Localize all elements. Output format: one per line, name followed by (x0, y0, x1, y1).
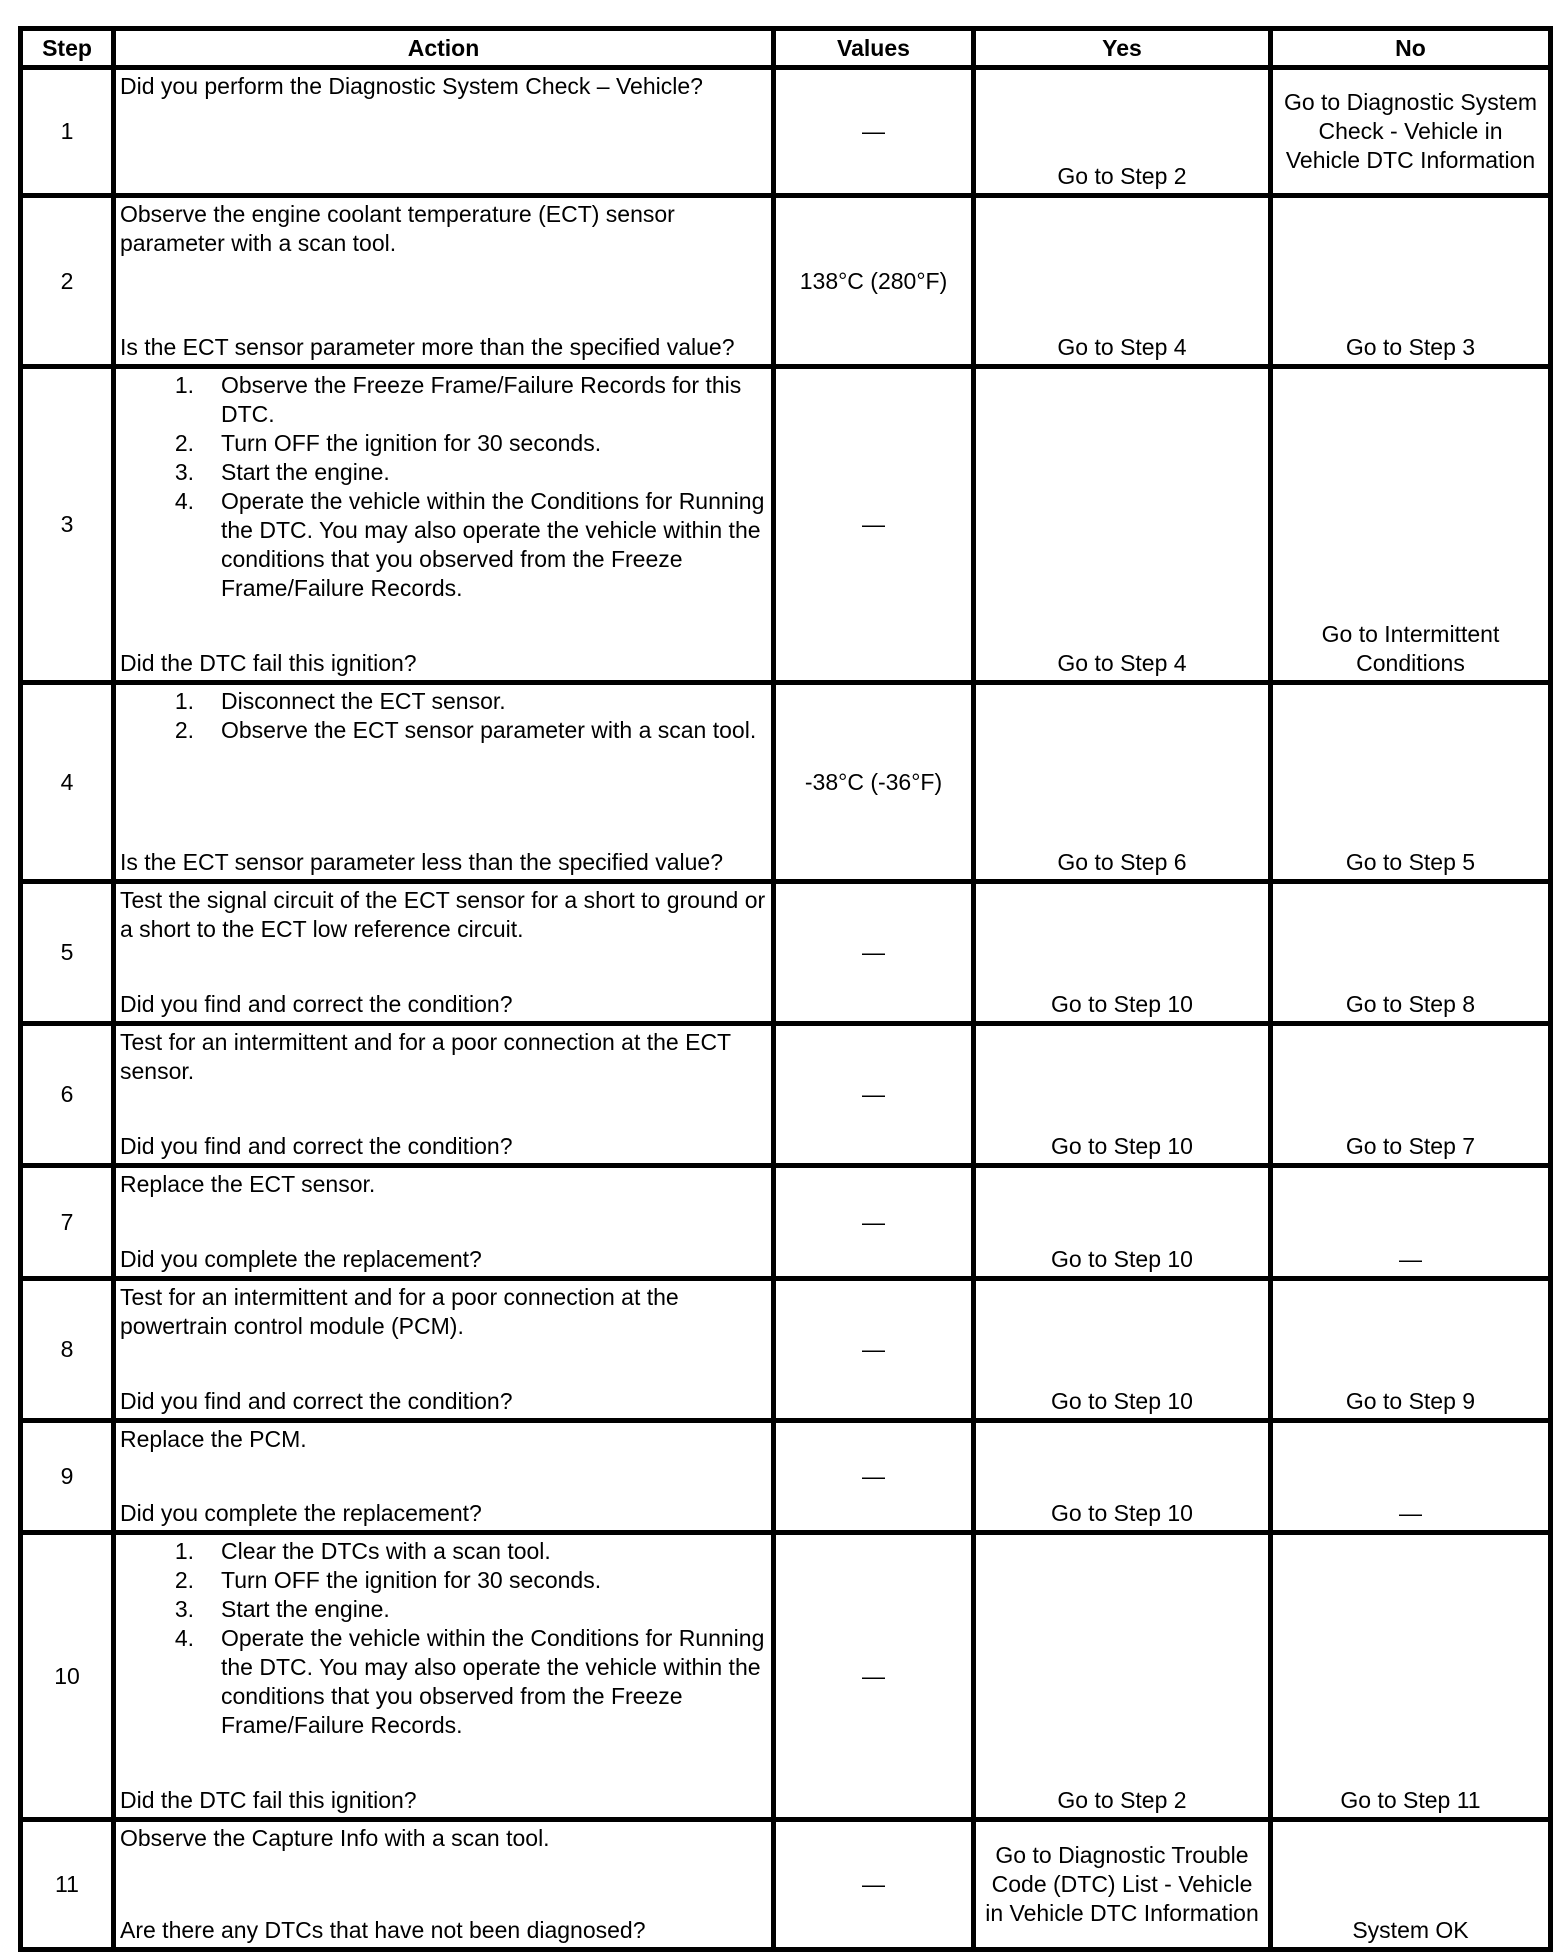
action-question: Did the DTC fail this ignition? (120, 650, 417, 676)
yes-cell: Go to Step 4 (974, 367, 1271, 683)
table-row (21, 1279, 1551, 1421)
action-question: Did you find and correct the condition? (120, 1388, 513, 1414)
table-row (21, 882, 1551, 1024)
no-cell: — (1271, 1166, 1551, 1279)
header-no: No (1271, 29, 1551, 68)
step-number: 1 (21, 68, 114, 196)
table-row (21, 1166, 1551, 1279)
header-yes: Yes (974, 29, 1271, 68)
yes-cell: Go to Step 10 (974, 1166, 1271, 1279)
action-question: Did you complete the replacement? (120, 1500, 482, 1526)
list-item: 3. Start the engine. (174, 1596, 390, 1622)
value-cell: — (774, 1166, 974, 1279)
no-cell: Go to Step 8 (1271, 882, 1551, 1024)
list-item: 1. Disconnect the ECT sensor. (174, 688, 506, 714)
list-item: 1. Observe the Freeze Frame/Failure Records for this DTC. (174, 372, 742, 427)
step-number: 6 (21, 1024, 114, 1166)
value-cell: — (774, 882, 974, 1024)
step-number: 3 (21, 367, 114, 683)
list-item: 3. Start the engine. (174, 459, 390, 485)
value-cell: — (774, 68, 974, 196)
action-cell (114, 882, 774, 1024)
no-cell: Go to Step 9 (1271, 1279, 1551, 1421)
action-cell (114, 1024, 774, 1166)
step-number: 7 (21, 1166, 114, 1279)
list-item: 2. Observe the ECT sensor parameter with a scan tool. (174, 717, 757, 743)
yes-cell: Go to Step 10 (974, 882, 1271, 1024)
header-action: Action (114, 29, 774, 68)
action-cell (114, 1421, 774, 1533)
table-row (21, 68, 1551, 196)
yes-cell: Go to Step 2 (974, 68, 1271, 196)
no-cell: — (1271, 1421, 1551, 1533)
no-cell: System OK (1271, 1820, 1551, 1950)
no-cell: Go to Intermittent Conditions (1271, 367, 1551, 683)
action-question: Did the DTC fail this ignition? (120, 1787, 417, 1813)
value-cell: 138°C (280°F) (774, 196, 974, 367)
yes-cell: Go to Diagnostic Trouble Code (DTC) List - Vehicle in Vehicle DTC Information (974, 1820, 1271, 1950)
action-cell (114, 196, 774, 367)
yes-cell: Go to Step 2 (974, 1533, 1271, 1820)
action-steps-list (120, 687, 767, 745)
step-number: 11 (21, 1820, 114, 1950)
action-question: Did you find and correct the condition? (120, 1133, 513, 1159)
action-text: Replace the ECT sensor. (120, 1171, 376, 1197)
action-cell (114, 683, 774, 882)
no-cell: Go to Step 11 (1271, 1533, 1551, 1820)
value-cell: -38°C (-36°F) (774, 683, 974, 882)
no-cell: Go to Diagnostic System Check - Vehicle in Vehicle DTC Information (1271, 68, 1551, 196)
action-steps-list (120, 371, 767, 603)
action-cell (114, 1279, 774, 1421)
action-cell (114, 1166, 774, 1279)
value-cell: — (774, 1024, 974, 1166)
table-row (21, 1820, 1551, 1950)
list-item: 2. Turn OFF the ignition for 30 seconds. (174, 1567, 602, 1593)
action-question: Are there any DTCs that have not been diagnosed? (120, 1917, 646, 1943)
action-cell (114, 367, 774, 683)
action-question: Did you find and correct the condition? (120, 991, 513, 1017)
action-cell (114, 1820, 774, 1950)
table-row (21, 1533, 1551, 1820)
action-steps-list (120, 1537, 767, 1740)
list-item: 4. Operate the vehicle within the Conditions for Running the DTC. You may also operate the vehicle within the conditions that you observed from the Freeze Frame/Failure Records. (174, 488, 765, 601)
action-text: Replace the PCM. (120, 1426, 307, 1452)
table-row (21, 196, 1551, 367)
value-cell: — (774, 367, 974, 683)
action-cell (114, 68, 774, 196)
yes-cell: Go to Step 10 (974, 1421, 1271, 1533)
step-number: 9 (21, 1421, 114, 1533)
yes-cell: Go to Step 10 (974, 1024, 1271, 1166)
header-row (21, 29, 1551, 68)
action-text: Test the signal circuit of the ECT sensor for a short to ground or a short to the ECT low reference circuit. (120, 887, 766, 942)
step-number: 8 (21, 1279, 114, 1421)
action-question: Is the ECT sensor parameter more than the specified value? (120, 334, 735, 360)
action-text: Did you perform the Diagnostic System Check – Vehicle? (120, 73, 703, 99)
diagnostic-table (18, 26, 1553, 1952)
list-item: 2. Turn OFF the ignition for 30 seconds. (174, 430, 602, 456)
no-cell: Go to Step 3 (1271, 196, 1551, 367)
value-cell: — (774, 1279, 974, 1421)
action-text: Observe the Capture Info with a scan tool. (120, 1825, 550, 1851)
action-text: Test for an intermittent and for a poor connection at the powertrain control module (PCM). (120, 1284, 679, 1339)
no-cell: Go to Step 5 (1271, 683, 1551, 882)
action-cell (114, 1533, 774, 1820)
no-cell: Go to Step 7 (1271, 1024, 1551, 1166)
step-number: 5 (21, 882, 114, 1024)
action-question: Did you complete the replacement? (120, 1246, 482, 1272)
table-row (21, 1421, 1551, 1533)
value-cell: — (774, 1533, 974, 1820)
list-item: 4. Operate the vehicle within the Conditions for Running the DTC. You may also operate the vehicle within the conditions that you observed from the Freeze Frame/Failure Records. (174, 1625, 765, 1738)
header-step: Step (21, 29, 114, 68)
header-values: Values (774, 29, 974, 68)
action-text: Test for an intermittent and for a poor connection at the ECT sensor. (120, 1029, 731, 1084)
value-cell: — (774, 1820, 974, 1950)
step-number: 10 (21, 1533, 114, 1820)
list-item: 1. Clear the DTCs with a scan tool. (174, 1538, 551, 1564)
yes-cell: Go to Step 4 (974, 196, 1271, 367)
action-text: Observe the engine coolant temperature (ECT) sensor parameter with a scan tool. (120, 201, 675, 256)
table-row (21, 1024, 1551, 1166)
yes-cell: Go to Step 10 (974, 1279, 1271, 1421)
yes-cell: Go to Step 6 (974, 683, 1271, 882)
table-row (21, 367, 1551, 683)
step-number: 2 (21, 196, 114, 367)
step-number: 4 (21, 683, 114, 882)
value-cell: — (774, 1421, 974, 1533)
table-row (21, 683, 1551, 882)
action-question: Is the ECT sensor parameter less than the specified value? (120, 849, 724, 875)
